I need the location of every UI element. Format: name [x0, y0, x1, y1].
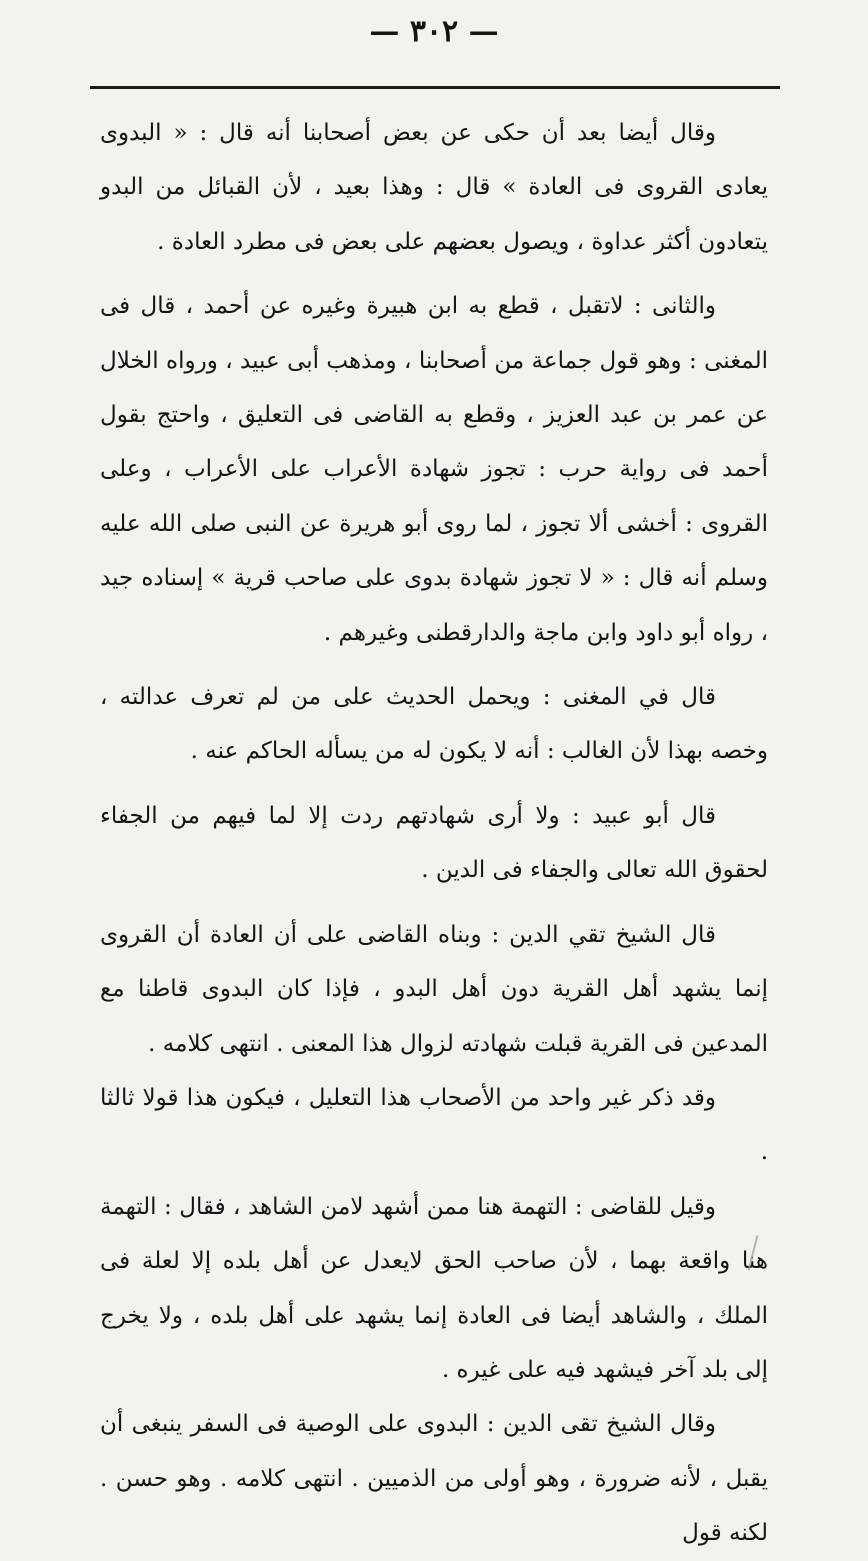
- paragraph-7: وقيل للقاضى : التهمة هنا ممن أشهد لامن الشاهد ، فقال : التهمة هنا واقعة بهما ، لأن صاحب الحق لايعدل عن أهل بلده إلا لعلة فى الملك ، والشاهد أيضا فى العادة إنما يشهد على أهل بلده ، ولا يخرج إلى بلد آخر فيشهد فيه على غيره .: [100, 1193, 768, 1383]
- header-divider: [90, 86, 780, 89]
- paragraph-8: وقال الشيخ تقى الدين : البدوى على الوصية فى السفر ينبغى أن يقبل ، لأنه ضرورة ، وهو أولى من الذميين . انتهى كلامه . وهو حسن . لكنه قول: [100, 1411, 768, 1547]
- paragraph-6: وقد ذكر غير واحد من الأصحاب هذا التعليل ، فيكون هذا قولا ثالثا .: [100, 1084, 768, 1166]
- paragraph-4: قال أبو عبيد : ولا أرى شهادتهم ردت إلا لما فيهم من الجفاء لحقوق الله تعالى والجفاء فى الدين .: [100, 802, 768, 884]
- page-text-body: [100, 106, 768, 1561]
- paragraph-3: قال في المغنى : ويحمل الحديث على من لم تعرف عدالته ، وخصه بهذا لأن الغالب : أنه لا يكون له من يسأله الحاكم عنه .: [100, 684, 768, 765]
- paragraph-2: والثانى : لاتقبل ، قطع به ابن هبيرة وغيره عن أحمد ، قال فى المغنى : وهو قول جماعة من أصحابنا ، ومذهب أبى عبيد ، ورواه الخلال عن عمر بن عبد العزيز ، وقطع به القاضى فى التعليق ، واحتج بقول أحمد فى رواية حرب : تجوز شهادة الأعراب على الأعراب ، وعلى القروى : أخشى ألا تجوز ، لما روى أبو هريرة عن النبى صلى الله عليه وسلم أنه قال : « لا تجوز شهادة بدوى على صاحب قرية » إسناده جيد ، رواه أبو داود وابن ماجة والدارقطنى وغيرهم .: [100, 293, 768, 646]
- paragraph-5: قال الشيخ تقي الدين : وبناه القاضى على أن العادة أن القروى إنما يشهد أهل القرية دون أهل البدو ، فإذا كان البدوى قاطنا مع المدعين فى القرية قبلت شهادته لزوال هذا المعنى . انتهى كلامه .: [100, 921, 768, 1057]
- page-number: — ٣٠٢ —: [369, 14, 499, 49]
- paragraph-1: وقال أيضا بعد أن حكى عن بعض أصحابنا أنه قال : « البدوى يعادى القروى فى العادة » قال : وهذا بعيد ، لأن القبائل من البدو يتعادون أكثر عداوة ، ويصول بعضهم على بعض فى مطرد العادة .: [100, 120, 768, 255]
